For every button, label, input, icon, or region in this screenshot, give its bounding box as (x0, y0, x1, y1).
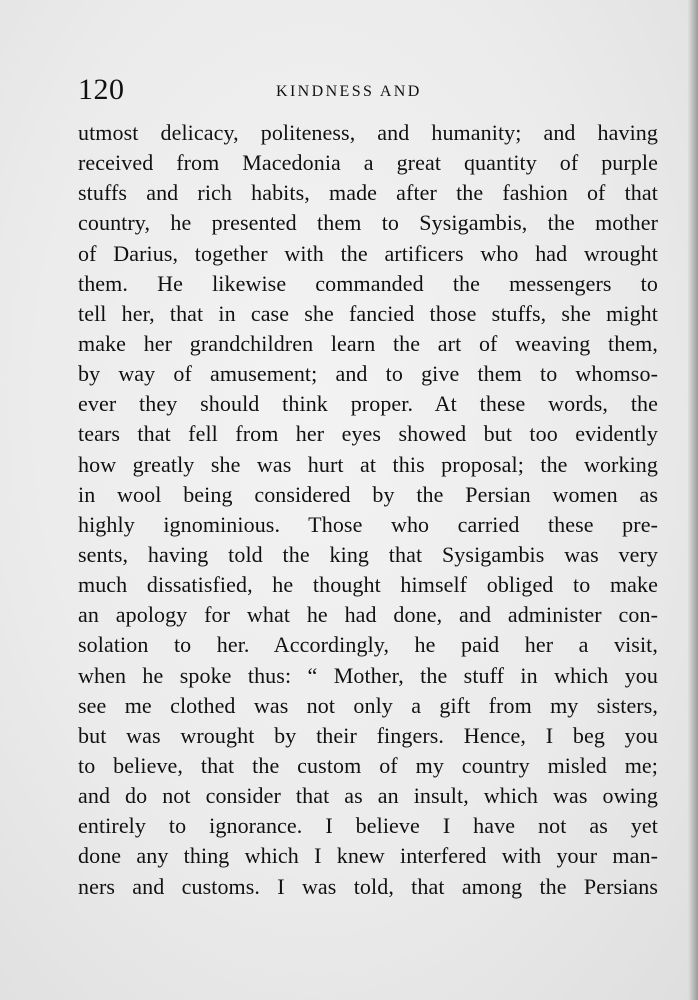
text-line: solation to her. Accordingly, he paid her a visit, (78, 632, 658, 658)
text-line: how greatly she was hurt at this proposal; the working (78, 451, 658, 477)
text-line: ever they should think proper. At these words, the (78, 391, 658, 417)
text-line: but was wrought by their fingers. Hence, I beg you (78, 722, 658, 748)
body-text (78, 118, 658, 902)
text-line: done any thing which I knew interfered with your man- (78, 843, 658, 869)
text-line: sents, having told the king that Sysigambis was very (78, 541, 658, 567)
text-line: and do not consider that as an insult, which was owing (78, 783, 658, 809)
text-line: an apology for what he had done, and administer con- (78, 602, 658, 628)
page-edge-shadow (688, 0, 698, 1000)
text-line: entirely to ignorance. I believe I have not as yet (78, 813, 658, 839)
running-title: KINDNESS AND (276, 83, 422, 100)
running-head (78, 72, 658, 108)
text-line: ners and customs. I was told, that among the Persians (78, 873, 658, 899)
page-number: 120 (78, 73, 125, 106)
text-line: them. He likewise commanded the messengers to (78, 270, 658, 296)
text-line: to believe, that the custom of my country misled me; (78, 752, 658, 778)
text-line: in wool being considered by the Persian women as (78, 481, 658, 507)
text-line: of Darius, together with the artificers who had wrought (78, 240, 658, 266)
text-line: tears that fell from her eyes showed but too evidently (78, 421, 658, 447)
text-line: tell her, that in case she fancied those stuffs, she might (78, 300, 658, 326)
text-line: utmost delicacy, politeness, and humanity; and having (78, 120, 658, 145)
text-line: by way of amusement; and to give them to whomso- (78, 361, 658, 387)
text-line: much dissatisfied, he thought himself obliged to make (78, 572, 658, 598)
text-line: highly ignominious. Those who carried these pre- (78, 511, 658, 537)
text-line: received from Macedonia a great quantity of purple (78, 150, 658, 176)
text-line: stuffs and rich habits, made after the fashion of that (78, 180, 658, 206)
text-line: when he spoke thus: “ Mother, the stuff in which you (78, 662, 658, 688)
text-line: make her grandchildren learn the art of weaving them, (78, 330, 658, 356)
text-line: see me clothed was not only a gift from my sisters, (78, 692, 658, 718)
text-line: country, he presented them to Sysigambis, the mother (78, 210, 658, 236)
